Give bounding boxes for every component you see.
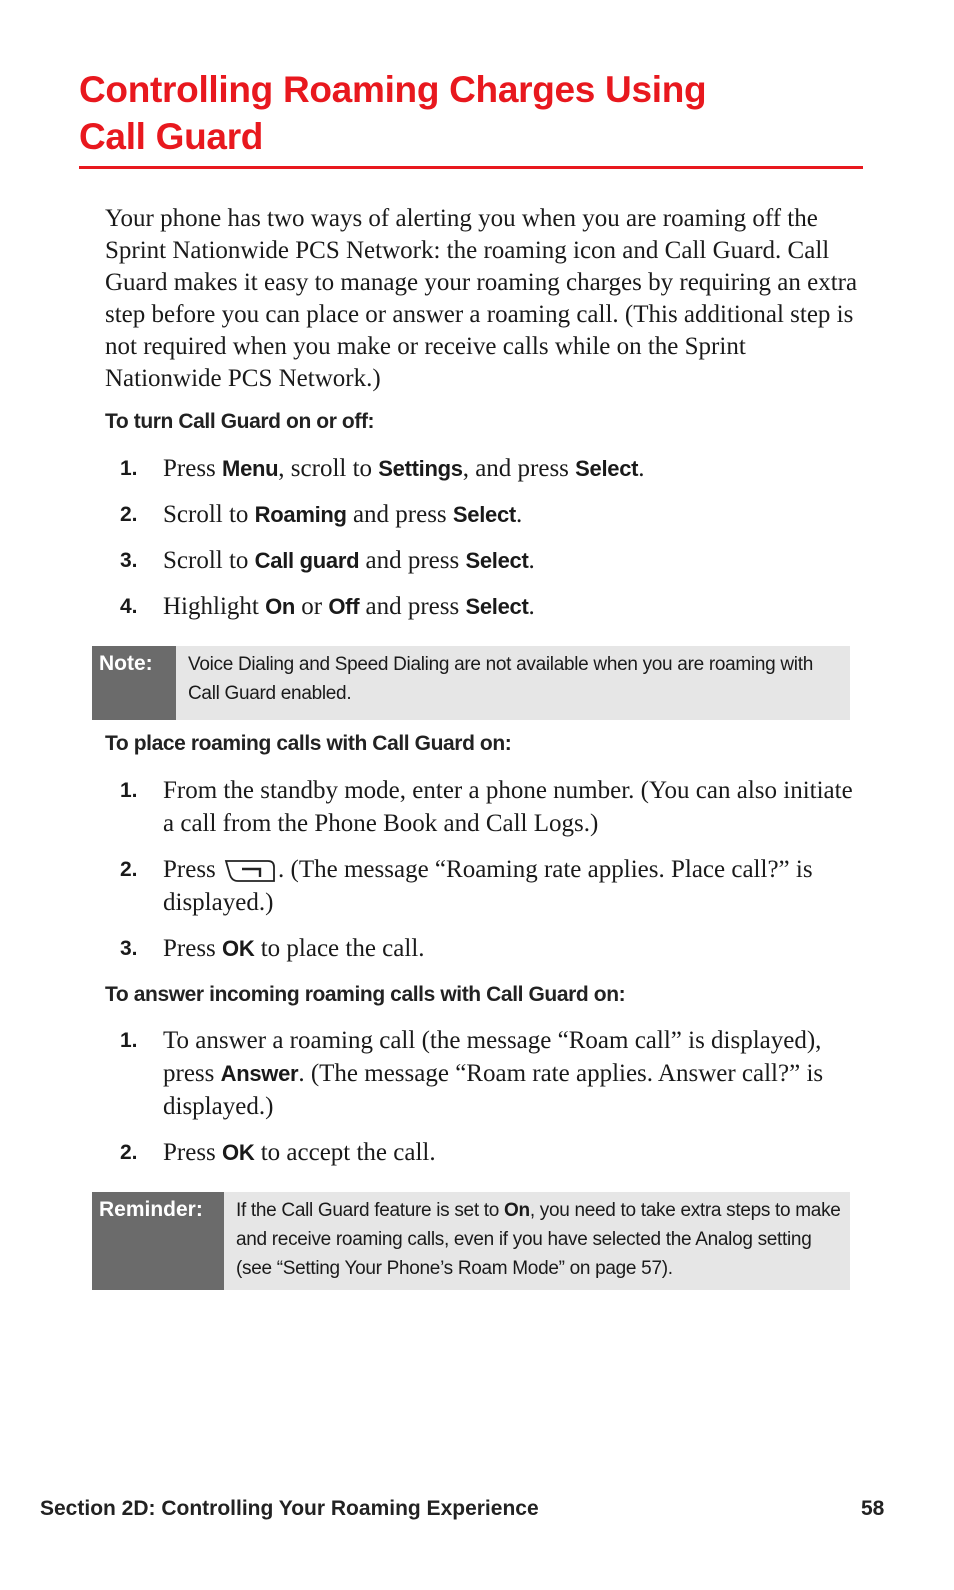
steps-place-calls <box>120 774 860 965</box>
note-box <box>92 646 850 720</box>
step-text: . (The message “Roaming rate applies. Place call?” is displayed.) <box>163 856 813 916</box>
step-text: Press <box>163 935 223 962</box>
steps-answer-calls <box>120 1024 860 1169</box>
step-text: to accept the call. <box>254 1139 436 1166</box>
step-text: . <box>638 455 645 482</box>
step-text: Scroll to <box>163 501 255 528</box>
step-text: . <box>528 547 535 574</box>
title-rule <box>79 166 863 169</box>
step-number: 3. <box>120 549 138 572</box>
list-item <box>120 452 860 485</box>
keyword: Menu <box>222 456 279 481</box>
step-text: , scroll to <box>278 455 379 482</box>
step-number: 2. <box>120 503 138 526</box>
keyword: On <box>265 594 296 619</box>
step-number: 1. <box>120 457 138 480</box>
step-number: 3. <box>120 937 138 960</box>
subhead-answer-calls: To answer incoming roaming calls with Call Guard on: <box>105 983 626 1006</box>
step-text: and press <box>346 501 453 528</box>
step-text: Press <box>163 856 223 883</box>
keyword: Settings <box>378 456 463 481</box>
note-text: Voice Dialing and Speed Dialing are not available when you are roaming with Call Guard enabled. <box>188 654 813 704</box>
footer-section-title: Section 2D: Controlling Your Roaming Experience <box>40 1497 539 1520</box>
list-item <box>120 544 860 577</box>
keyword: Roaming <box>254 502 347 527</box>
step-text: . <box>515 501 523 528</box>
keyword: Select <box>575 456 639 481</box>
list-item <box>120 590 860 623</box>
step-number: 2. <box>120 1141 138 1164</box>
step-text: to place the call. <box>254 935 425 962</box>
list-item <box>120 1024 860 1123</box>
page-title <box>79 66 869 160</box>
reminder-text-part: , you need to take extra steps to make and receive roaming calls, even if you have selected the Analog setting (see “Setting Your Phone’s Roam Mode” on page 57). <box>236 1200 841 1279</box>
reminder-text <box>224 1192 850 1290</box>
keyword: Select <box>452 502 516 527</box>
list-item <box>120 853 860 919</box>
step-number: 1. <box>120 1029 138 1052</box>
list-item <box>120 498 860 531</box>
step-text: and press <box>359 547 466 574</box>
subhead-place-calls: To place roaming calls with Call Guard on: <box>105 732 512 755</box>
step-number: 1. <box>120 779 138 802</box>
keyword: Call guard <box>254 548 360 573</box>
step-text: . (The message “Roam rate applies. Answer call?” is displayed.) <box>163 1060 824 1120</box>
keyword: Answer <box>220 1061 299 1086</box>
step-text: , and press <box>462 455 576 482</box>
list-item <box>120 1136 860 1169</box>
reminder-text-part: If the Call Guard feature is set to <box>236 1200 505 1221</box>
keyword: On <box>504 1200 530 1221</box>
note-label: Note: <box>92 646 176 720</box>
step-text: Scroll to <box>163 547 255 574</box>
step-number: 4. <box>120 595 138 618</box>
step-text: From the standby mode, enter a phone number. (You can also initiate a call from the Phone Book and Call Logs.) <box>163 777 853 837</box>
step-text: To answer a roaming call (the message “Roam call” is displayed), press <box>163 1027 822 1087</box>
footer-page-number: 58 <box>861 1497 885 1520</box>
step-text: Highlight <box>163 593 266 620</box>
reminder-label: Reminder: <box>92 1192 224 1290</box>
step-number: 2. <box>120 858 138 881</box>
subhead-turn-on-off: To turn Call Guard on or off: <box>105 410 375 433</box>
list-item <box>120 774 860 840</box>
keyword: OK <box>222 1140 255 1165</box>
keyword: OK <box>222 936 255 961</box>
step-text: Press <box>163 1139 223 1166</box>
title-line-1: Controlling Roaming Charges Using <box>79 69 707 110</box>
step-text: and press <box>359 593 466 620</box>
title-line-2: Call Guard <box>79 116 264 157</box>
step-text: . <box>528 593 535 620</box>
steps-turn-on-off <box>120 452 860 623</box>
keyword: Select <box>465 594 529 619</box>
keyword: Select <box>465 548 529 573</box>
step-text: Press <box>163 455 223 482</box>
list-item <box>120 932 860 965</box>
keyword: Off <box>328 594 360 619</box>
talk-key-icon <box>224 857 276 883</box>
intro-paragraph: Your phone has two ways of alerting you when you are roaming off the Sprint Nationwide PCS Network: the roaming icon and Call Guard. Call Guard makes it easy to manage your roaming charges by requiring an extra step before you can place or answer a roaming call. (This additional step is not required when you make or receive calls while on the Sprint Nationwide PCS Network.) <box>105 205 858 392</box>
step-text: or <box>295 593 329 620</box>
reminder-box <box>92 1192 850 1290</box>
